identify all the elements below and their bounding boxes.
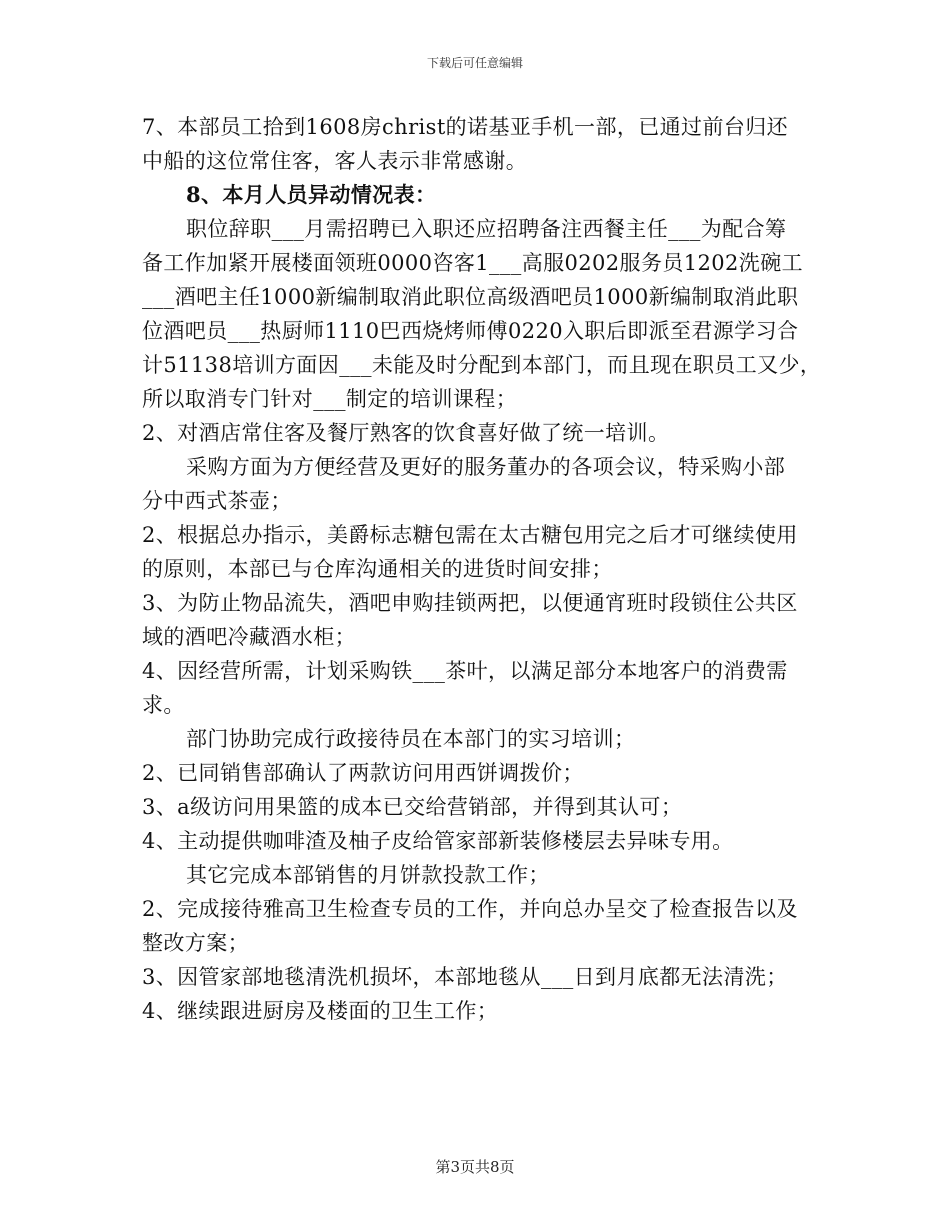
text-line: 其它完成本部销售的月饼款投款工作；	[186, 863, 550, 887]
text-line: 2、根据总办指示，美爵标志糖包需在太古糖包用完之后才可继续使用	[142, 523, 798, 547]
text-line: 采购方面为方便经营及更好的服务董办的各项会议，特采购小部	[186, 455, 786, 479]
text-line: 备工作加紧开展楼面领班0000咨客1___高服0202服务员1202洗碗工	[142, 251, 803, 275]
text-line: 所以取消专门针对___制定的培训课程；	[142, 387, 518, 411]
text-line: 位酒吧员___热厨师1110巴西烧烤师傅0220入职后即派至君源学习合	[142, 319, 799, 343]
text-line: 整改方案；	[142, 931, 249, 955]
text-line: 的原则，本部已与仓库沟通相关的进货时间安排；	[142, 557, 613, 581]
text-line: 3、因管家部地毯清洗机损坏，本部地毯从___日到月底都无法清洗；	[142, 965, 788, 989]
text-line: 3、a级访问用果篮的成本已交给营销部，并得到其认可；	[142, 795, 683, 819]
text-line: 4、继续跟进厨房及楼面的卫生工作；	[142, 999, 499, 1023]
text-line: 2、完成接待雅高卫生检查专员的工作，并向总办呈交了检查报告以及	[142, 897, 798, 921]
text-line: 分中西式茶壶；	[142, 489, 292, 513]
page-number: 第3页共8页	[435, 1158, 515, 1176]
text-line: 2、对酒店常住客及餐厅熟客的饮食喜好做了统一培训。	[142, 421, 670, 445]
section-heading: 8、本月人员异动情况表：	[186, 182, 437, 207]
text-line: 3、为防止物品流失，酒吧申购挂锁两把，以便通宵班时段锁住公共区	[142, 591, 798, 615]
page-header: 下载后可任意编辑	[426, 56, 523, 70]
text-line: 域的酒吧冷藏酒水柜；	[142, 625, 356, 649]
text-line: 4、主动提供咖啡渣及柚子皮给管家部新装修楼层去异味专用。	[142, 829, 734, 853]
text-line: 部门协助完成行政接待员在本部门的实习培训；	[186, 727, 636, 751]
text-line: 求。	[142, 693, 185, 717]
text-line: ___酒吧主任1000新编制取消此职位高级酒吧员1000新编制取消此职	[142, 285, 799, 309]
text-line: 7、本部员工拾到1608房christ的诺基亚手机一部，已通过前台归还	[142, 115, 789, 139]
text-line: 计51138培训方面因___未能及时分配到本部门，而且现在职员工又少，	[142, 353, 822, 377]
text-line: 4、因经营所需，计划采购铁___茶叶，以满足部分本地客户的消费需	[142, 659, 788, 683]
text-line: 中船的这位常住客，客人表示非常感谢。	[142, 149, 528, 173]
text-line: 职位辞职___月需招聘已入职还应招聘备注西餐主任___为配合筹	[186, 217, 787, 241]
document-body	[142, 110, 822, 1028]
text-line: 2、已同销售部确认了两款访问用西饼调拨价；	[142, 761, 584, 785]
